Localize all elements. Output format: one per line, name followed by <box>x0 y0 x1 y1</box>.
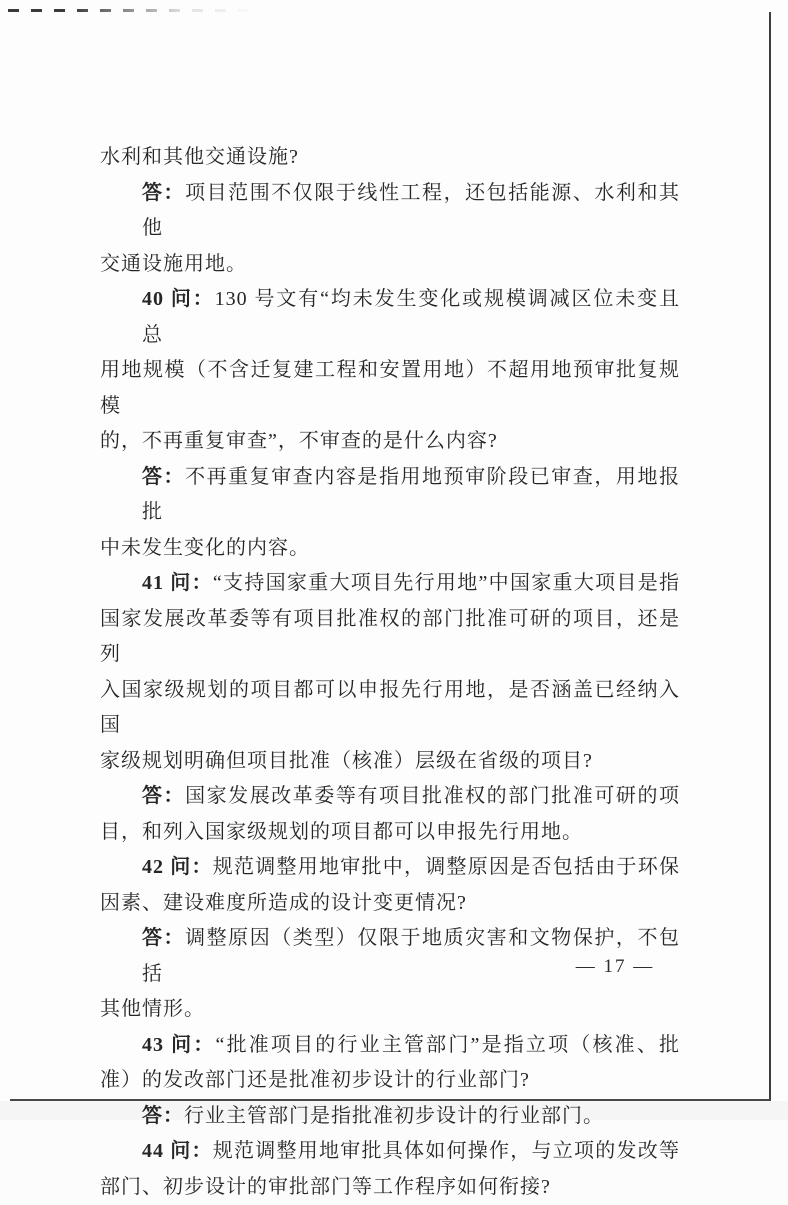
text-line <box>100 602 680 673</box>
text-line <box>100 424 680 460</box>
text-line <box>100 815 680 851</box>
qa-label: 答： <box>142 1105 184 1127</box>
text-line <box>100 1028 680 1064</box>
line-text: 家级规划明确但项目批准（核准）层级在省级的项目? <box>100 750 593 772</box>
line-text: 目，和列入国家级规划的项目都可以申报先行用地。 <box>100 821 583 843</box>
qa-label: 43 问： <box>142 1034 216 1056</box>
line-text: 规范调整用地审批中，调整原因是否包括由于环保 <box>213 856 680 878</box>
text-line <box>100 673 680 744</box>
page-number: — 17 — <box>565 956 665 978</box>
line-text: 国家发展改革委等有项目批准权的部门批准可研的项 <box>185 785 680 807</box>
line-text: 其他情形。 <box>100 998 205 1020</box>
text-line <box>100 850 680 886</box>
text-line <box>100 566 680 602</box>
line-text: “批准项目的行业主管部门”是指立项（核准、批 <box>216 1034 680 1056</box>
body-text <box>100 140 680 1205</box>
text-line <box>100 460 680 531</box>
line-text: 项目范围不仅限于线性工程，还包括能源、水利和其他 <box>142 182 680 240</box>
line-text: 规范调整用地审批具体如何操作，与立项的发改等 <box>213 1140 680 1162</box>
line-text: 交通设施用地。 <box>100 253 247 275</box>
line-text: 国家发展改革委等有项目批准权的部门批准可研的项目，还是列 <box>100 608 680 666</box>
qa-label: 答： <box>142 927 185 949</box>
qa-label: 答： <box>142 182 185 204</box>
text-line <box>100 779 680 815</box>
qa-label: 42 问： <box>142 856 213 878</box>
line-text: 调整原因（类型）仅限于地质灾害和文物保护，不包括 <box>142 927 680 985</box>
line-text: 入国家级规划的项目都可以申报先行用地，是否涵盖已经纳入国 <box>100 679 680 737</box>
line-text: 部门、初步设计的审批部门等工作程序如何衔接? <box>100 1176 551 1198</box>
text-line <box>100 1134 680 1170</box>
qa-label: 答： <box>142 466 185 488</box>
qa-label: 答： <box>142 785 185 807</box>
text-line <box>100 1170 680 1205</box>
text-line <box>100 140 680 176</box>
line-text: “支持国家重大项目先行用地”中国家重大项目是指 <box>213 572 680 594</box>
text-line <box>100 282 680 353</box>
text-line <box>100 886 680 922</box>
text-line <box>100 744 680 780</box>
text-line <box>100 531 680 567</box>
scan-edge-top-dashes <box>8 9 258 12</box>
scan-edge-right <box>769 12 771 1101</box>
line-text: 准）的发改部门还是批准初步设计的行业部门? <box>100 1069 530 1091</box>
text-line <box>100 992 680 1028</box>
line-text: 用地规模（不含迁复建工程和安置用地）不超用地预审批复规模 <box>100 359 680 417</box>
line-text: 因素、建设难度所造成的设计变更情况? <box>100 892 467 914</box>
line-text: 水利和其他交通设施? <box>100 146 299 168</box>
text-line <box>100 176 680 247</box>
text-line <box>100 1099 680 1135</box>
qa-label: 40 问： <box>142 288 215 310</box>
line-text: 130 号文有“均未发生变化或规模调减区位未变且总 <box>142 288 680 346</box>
qa-label: 41 问： <box>142 572 213 594</box>
line-text: 中未发生变化的内容。 <box>100 537 310 559</box>
line-text: 不再重复审查内容是指用地预审阶段已审查，用地报批 <box>142 466 680 524</box>
text-line <box>100 1063 680 1099</box>
line-text: 的，不再重复审查”，不审查的是什么内容? <box>100 430 498 452</box>
qa-label: 44 问： <box>142 1140 213 1162</box>
text-line <box>100 353 680 424</box>
text-line <box>100 247 680 283</box>
line-text: 行业主管部门是指批准初步设计的行业部门。 <box>184 1105 604 1127</box>
